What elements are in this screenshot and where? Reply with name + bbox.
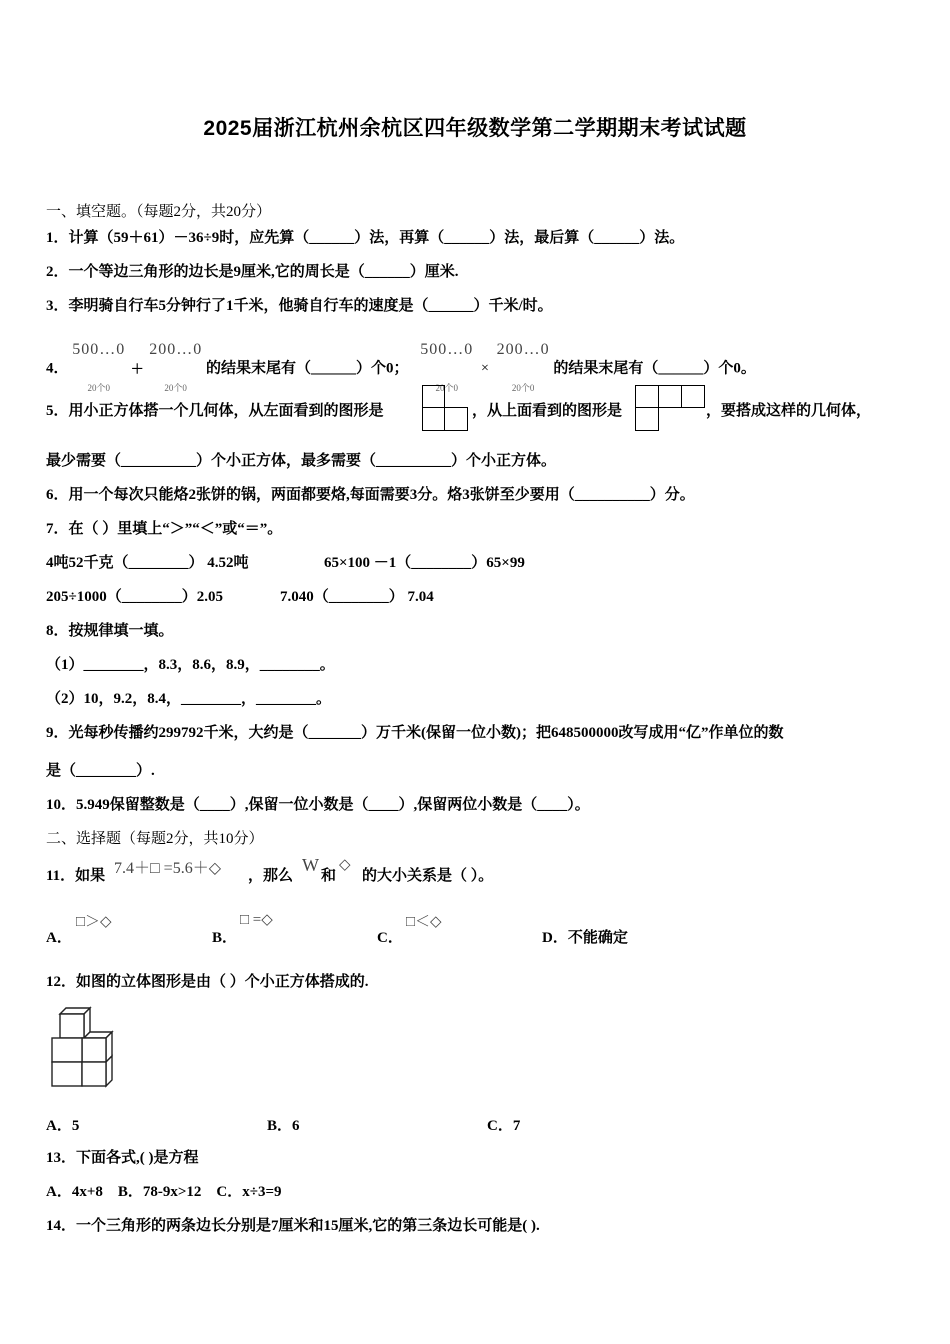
question-12-option-c[interactable]: C．7 <box>487 1118 521 1134</box>
question-14: 14．一个三角形的两条边长分别是7厘米和15厘米,它的第三条边长可能是( ). <box>46 1218 540 1234</box>
expr-sub: 20个0 <box>435 383 458 393</box>
question-7a: 4吨52千克（________） 4.52吨 <box>46 555 249 571</box>
plus-sign: + <box>131 356 144 381</box>
question-9-line-1: 9．光每秒传播约299792千米，大约是（_______）万千米(保留一位小数)；把648500000改写成用“亿”作单位的数 <box>46 725 784 741</box>
question-11-middle: ，那么 <box>248 868 294 884</box>
question-13-options: A．4x+8 B．78-9x>12 C．x÷3=9 <box>46 1184 282 1200</box>
question-7c: 205÷1000（________）2.05 <box>46 589 223 605</box>
question-11-formula: 7.4＋□ =5.6＋◇ <box>114 860 221 877</box>
expr-top: 500…0 <box>72 341 126 358</box>
expression-200-zeros-b <box>497 330 550 408</box>
question-2: 2．一个等边三角形的边长是9厘米,它的周长是（______）厘米. <box>46 264 459 280</box>
question-3: 3．李明骑自行车5分钟行了1千米，他骑自行车的速度是（______）千米/时。 <box>46 298 553 314</box>
times-sign: × <box>480 361 489 376</box>
expr-top: 200…0 <box>496 341 550 358</box>
question-6: 6．用一个每次只能烙2张饼的锅，两面都要烙,每面需要3分。烙3张饼至少要用（__________）分。 <box>46 487 695 503</box>
question-5-part-2: ，从上面看到的图形是 <box>472 403 623 419</box>
question-8a: （1）________，8.3，8.6，8.9，________。 <box>46 657 335 673</box>
question-11-option-c[interactable]: C． <box>377 930 403 946</box>
question-13: 13．下面各式,( )是方程 <box>46 1150 199 1166</box>
question-11-option-a-expr: □＞◇ <box>76 914 112 930</box>
question-1: 1．计算（59＋61）－36÷9时，应先算（______）法，再算（______）法，最后算（______）法。 <box>46 230 685 246</box>
square <box>658 385 682 408</box>
question-4-text-2: 的结果末尾有（______）个0。 <box>553 360 756 377</box>
question-11-option-b[interactable]: B． <box>212 930 238 946</box>
question-11-option-d[interactable]: D．不能确定 <box>542 930 628 946</box>
square <box>635 385 659 408</box>
expr-top: 200…0 <box>149 341 203 358</box>
question-9-line-2: 是（________）. <box>46 763 155 779</box>
question-5-part-1: 5．用小正方体搭一个几何体，从左面看到的图形是 <box>46 403 384 419</box>
diamond-icon: ◇ <box>339 857 351 873</box>
question-11-suffix: 的大小关系是（ ）。 <box>362 868 494 884</box>
question-11-w: W <box>302 855 319 875</box>
top-view-figure <box>635 385 707 431</box>
expr-sub: 20个0 <box>87 383 111 393</box>
square <box>681 385 705 408</box>
expression-200-zeros-a <box>149 330 202 408</box>
question-11-he: 和 <box>321 868 337 884</box>
expr-sub: 20个0 <box>164 383 187 393</box>
question-7d: 7.040（________） 7.04 <box>280 589 434 605</box>
question-5-part-3: ，要搭成这样的几何体， <box>706 403 872 419</box>
left-view-figure <box>422 385 470 431</box>
question-12-option-a[interactable]: A．5 <box>46 1118 80 1134</box>
question-5-line-2: 最少需要（__________）个小正方体，最多需要（__________）个小正方体。 <box>46 453 557 469</box>
question-10: 10．5.949保留整数是（____）,保留一位小数是（____）,保留两位小数是（____）。 <box>46 797 590 813</box>
question-11-prefix: 11．如果 <box>46 868 106 884</box>
question-11-option-a[interactable]: A． <box>46 930 72 946</box>
question-7b: 65×100 －1（________）65×99 <box>324 555 525 571</box>
question-4-number: 4． <box>46 360 69 377</box>
expression-500-zeros-a <box>72 330 125 408</box>
square <box>422 407 445 431</box>
square <box>635 407 659 431</box>
question-4-text-1: 的结果末尾有（______）个0； <box>205 360 409 377</box>
square <box>444 407 468 431</box>
square <box>422 385 445 408</box>
question-7: 7．在（ ）里填上“＞”“＜”或“＝”。 <box>46 521 283 537</box>
question-12-option-b[interactable]: B．6 <box>267 1118 300 1134</box>
question-11-option-c-expr: □＜◇ <box>406 914 442 930</box>
section-1-heading: 一、填空题。（每题2分，共20分） <box>46 204 272 220</box>
question-11-option-b-expr: □ =◇ <box>240 912 273 928</box>
question-8: 8．按规律填一填。 <box>46 623 174 639</box>
page-title: 2025届浙江杭州余杭区四年级数学第二学期期末考试试题 <box>203 117 747 140</box>
question-8b: （2）10，9.2，8.4，________，________。 <box>46 691 332 707</box>
expr-sub: 20个0 <box>511 383 535 393</box>
section-2-heading: 二、选择题（每题2分，共10分） <box>46 831 264 847</box>
cube-stack-figure <box>46 1004 116 1088</box>
expr-top: 500…0 <box>420 341 474 358</box>
question-12: 12．如图的立体图形是由（ ）个小正方体搭成的. <box>46 974 369 990</box>
